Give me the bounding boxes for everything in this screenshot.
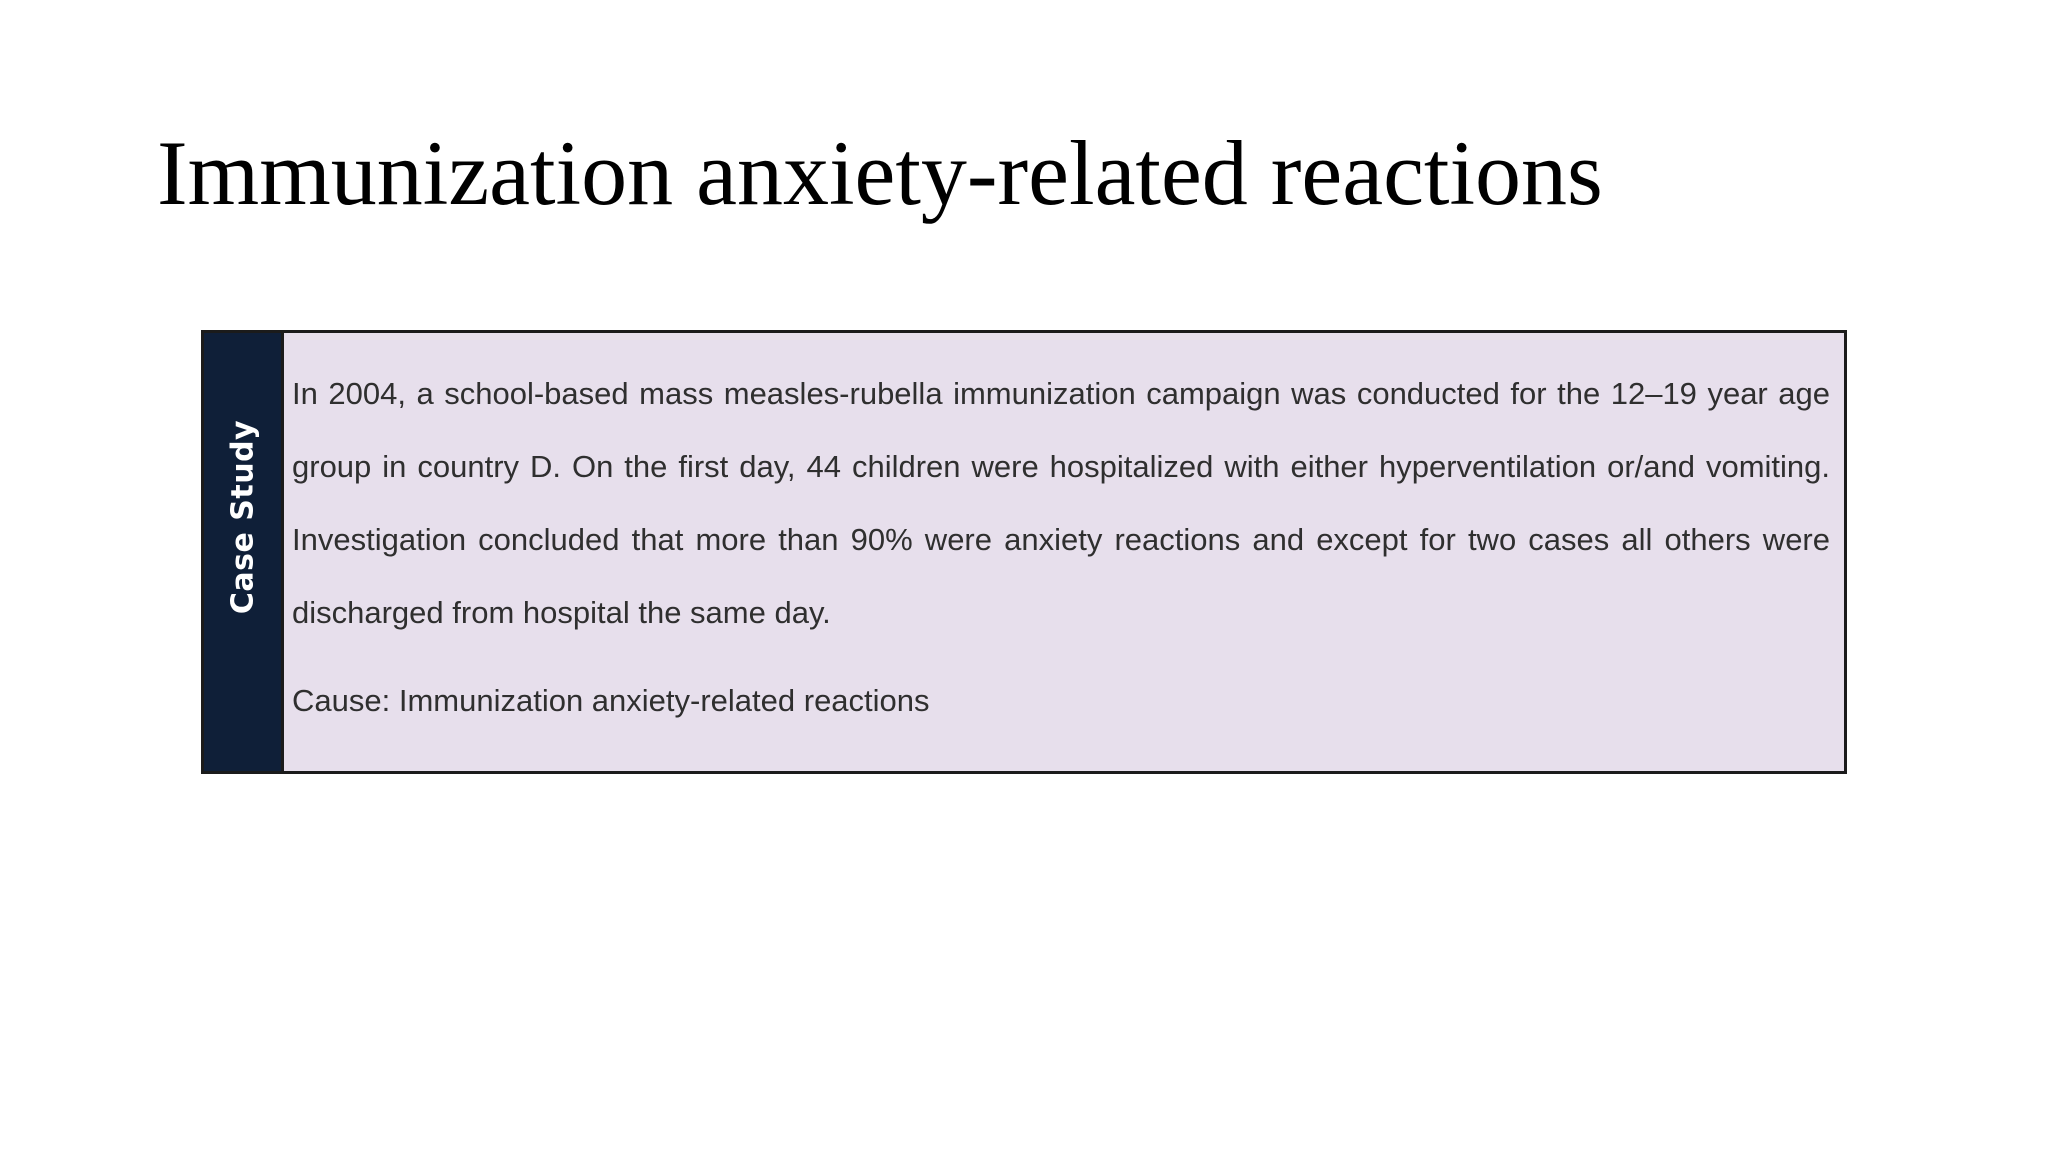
case-study-cause: Cause: Immunization anxiety-related reactions [292, 683, 930, 718]
slide-title: Immunization anxiety-related reactions [157, 122, 1603, 224]
case-study-body: In 2004, a school-based mass measles-rubella immunization campaign was conducted for the 12–19 year age group in country D. On the first day, 44 children were hospitalized with either hyperventilation or/and vomiting. Investigation concluded that more than 90% were anxiety reactions and except for two cases all others were discharged from hospital the same day. [292, 376, 1830, 630]
case-study-content [284, 333, 1844, 771]
case-study-tab [204, 333, 284, 771]
case-study-tab-label: Case Study [225, 419, 260, 615]
case-study-box [201, 330, 1847, 774]
